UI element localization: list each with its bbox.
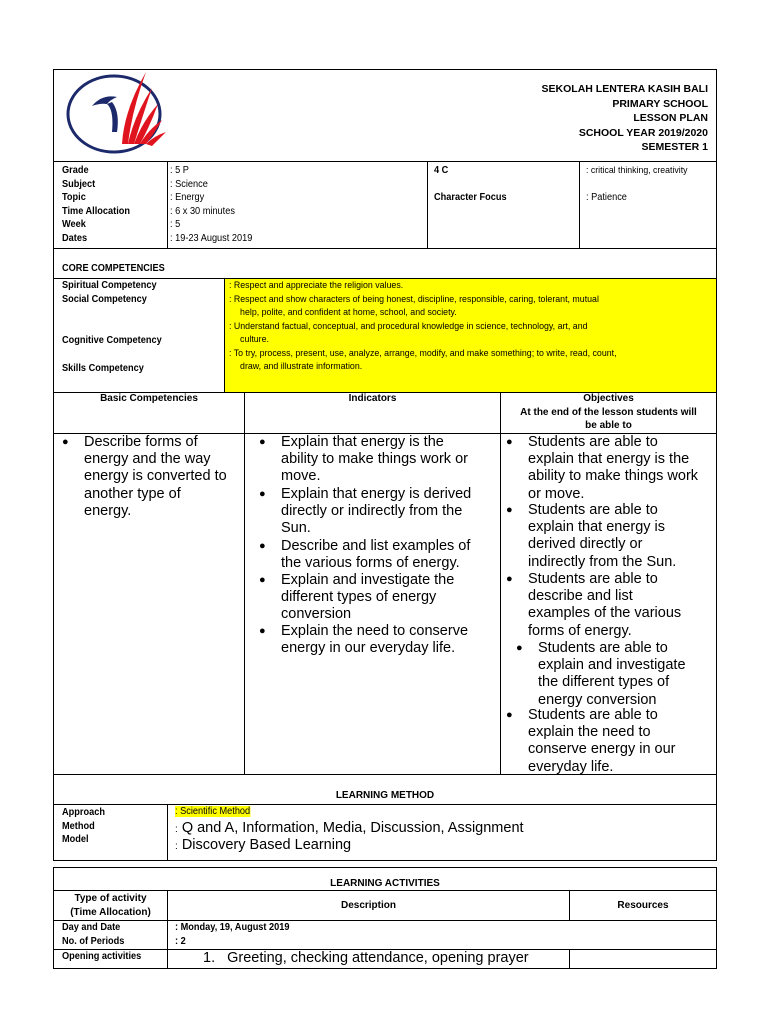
cognitive-value-1: : Understand factual, conceptual, and procedural knowledge in science, technology, art, and	[229, 320, 588, 332]
resources-header: Resources	[617, 900, 669, 911]
grade-value: : 5 P	[170, 165, 189, 176]
bullet-icon: ●	[506, 436, 513, 448]
learning-activities-title: LEARNING ACTIVITIES	[330, 878, 440, 889]
skills-value-2: draw, and illustrate information.	[240, 361, 363, 372]
social-value-2: help, polite, and confident at home, school, and society.	[240, 307, 457, 318]
day-date-value: : Monday, 19, August 2019	[175, 922, 290, 933]
indicators-header	[245, 392, 500, 406]
objectives-header-3: be able to	[585, 420, 632, 431]
model-label: Model	[62, 834, 89, 845]
approach-label: Approach	[62, 807, 105, 818]
grade-label: Grade	[62, 165, 89, 176]
periods-label: No. of Periods	[62, 935, 125, 947]
method-value: : Q and A, Information, Media, Discussion, Assignment	[175, 820, 524, 836]
model-value: : Discovery Based Learning	[175, 837, 352, 853]
bullet-icon: ●	[506, 573, 513, 585]
subject-value: : Science	[170, 178, 208, 190]
c4-value: : critical thinking, creativity	[586, 165, 688, 176]
week-label: Week	[62, 219, 86, 230]
bullet-icon: ●	[516, 642, 523, 654]
subject-label: Subject	[62, 178, 96, 190]
skills-value-1: : To try, process, present, use, analyze, arrange, modify, and make something; to write, read, count,	[229, 347, 617, 359]
basic-competencies-header-text: Basic Competencies	[100, 393, 198, 404]
time-allocation-value: : 6 x 30 minutes	[170, 205, 235, 217]
doc-type: LESSON PLAN	[633, 112, 708, 124]
description-header: Description	[340, 900, 396, 911]
bullet-icon: ●	[259, 436, 266, 448]
c4-label: 4 C	[434, 165, 449, 176]
social-label: Social Competency	[62, 294, 147, 305]
day-date-row	[53, 920, 717, 950]
indicators-header-text: Indicators	[348, 393, 397, 404]
learning-method-title: LEARNING METHOD	[335, 790, 435, 801]
school-level: PRIMARY SCHOOL	[612, 97, 708, 110]
character-focus-label: Character Focus	[434, 192, 507, 203]
school-year: SCHOOL YEAR 2019/2020	[578, 126, 708, 139]
topic-value: : Energy	[170, 192, 205, 203]
social-value-1: : Respect and show characters of being honest, discipline, responsible, caring, tolerant, mutual	[229, 293, 599, 305]
core-competencies-title: CORE COMPETENCIES	[62, 263, 165, 274]
bullet-icon: ●	[259, 540, 266, 552]
opening-activities-label: Opening activities	[62, 951, 142, 962]
opening-activity-item: 1. Greeting, checking attendance, opening prayer	[203, 950, 529, 966]
day-date-label: Day and Date	[62, 922, 121, 933]
school-logo	[62, 70, 172, 158]
cognitive-label: Cognitive Competency	[62, 335, 162, 346]
bullet-icon: ●	[259, 625, 266, 637]
objectives-header	[501, 392, 716, 433]
dates-value: : 19-23 August 2019	[170, 232, 253, 244]
info-values	[170, 164, 260, 245]
school-header-text	[400, 82, 708, 152]
bullet-icon: ●	[506, 504, 513, 516]
spiritual-label: Spiritual Competency	[62, 280, 157, 291]
core-competencies-text	[229, 279, 650, 374]
day-date-values	[175, 921, 299, 948]
bullet-icon: ●	[506, 709, 513, 721]
time-allocation-label: Time Allocation	[62, 205, 130, 217]
cognitive-value-2: culture.	[240, 334, 269, 345]
spiritual-value: : Respect and appreciate the religion values.	[229, 280, 404, 291]
type-of-activity-header: Type of activity (Time Allocation)	[70, 893, 151, 918]
approach-value: : Scientific Method	[175, 806, 251, 817]
school-name: SEKOLAH LENTERA KASIH BALI	[541, 83, 708, 95]
day-date-labels	[62, 921, 130, 948]
semester: SEMESTER 1	[641, 141, 708, 153]
bullet-icon: ●	[259, 488, 266, 500]
week-value: : 5	[170, 219, 181, 230]
character-focus-value: : Patience	[586, 192, 627, 203]
basic-competencies-header	[54, 392, 244, 406]
objectives-header-1: Objectives	[583, 393, 634, 404]
learning-method-labels	[62, 806, 109, 847]
topic-label: Topic	[62, 192, 86, 203]
logo-icon	[62, 70, 172, 158]
dates-label: Dates	[62, 232, 88, 244]
periods-value: : 2	[175, 935, 186, 947]
bullet-icon: ●	[259, 574, 266, 586]
bullet-icon: ●	[62, 436, 69, 448]
info-labels	[62, 164, 136, 245]
skills-label: Skills Competency	[62, 363, 144, 374]
objectives-header-2: At the end of the lesson students will	[520, 406, 697, 418]
method-label: Method	[62, 820, 95, 832]
